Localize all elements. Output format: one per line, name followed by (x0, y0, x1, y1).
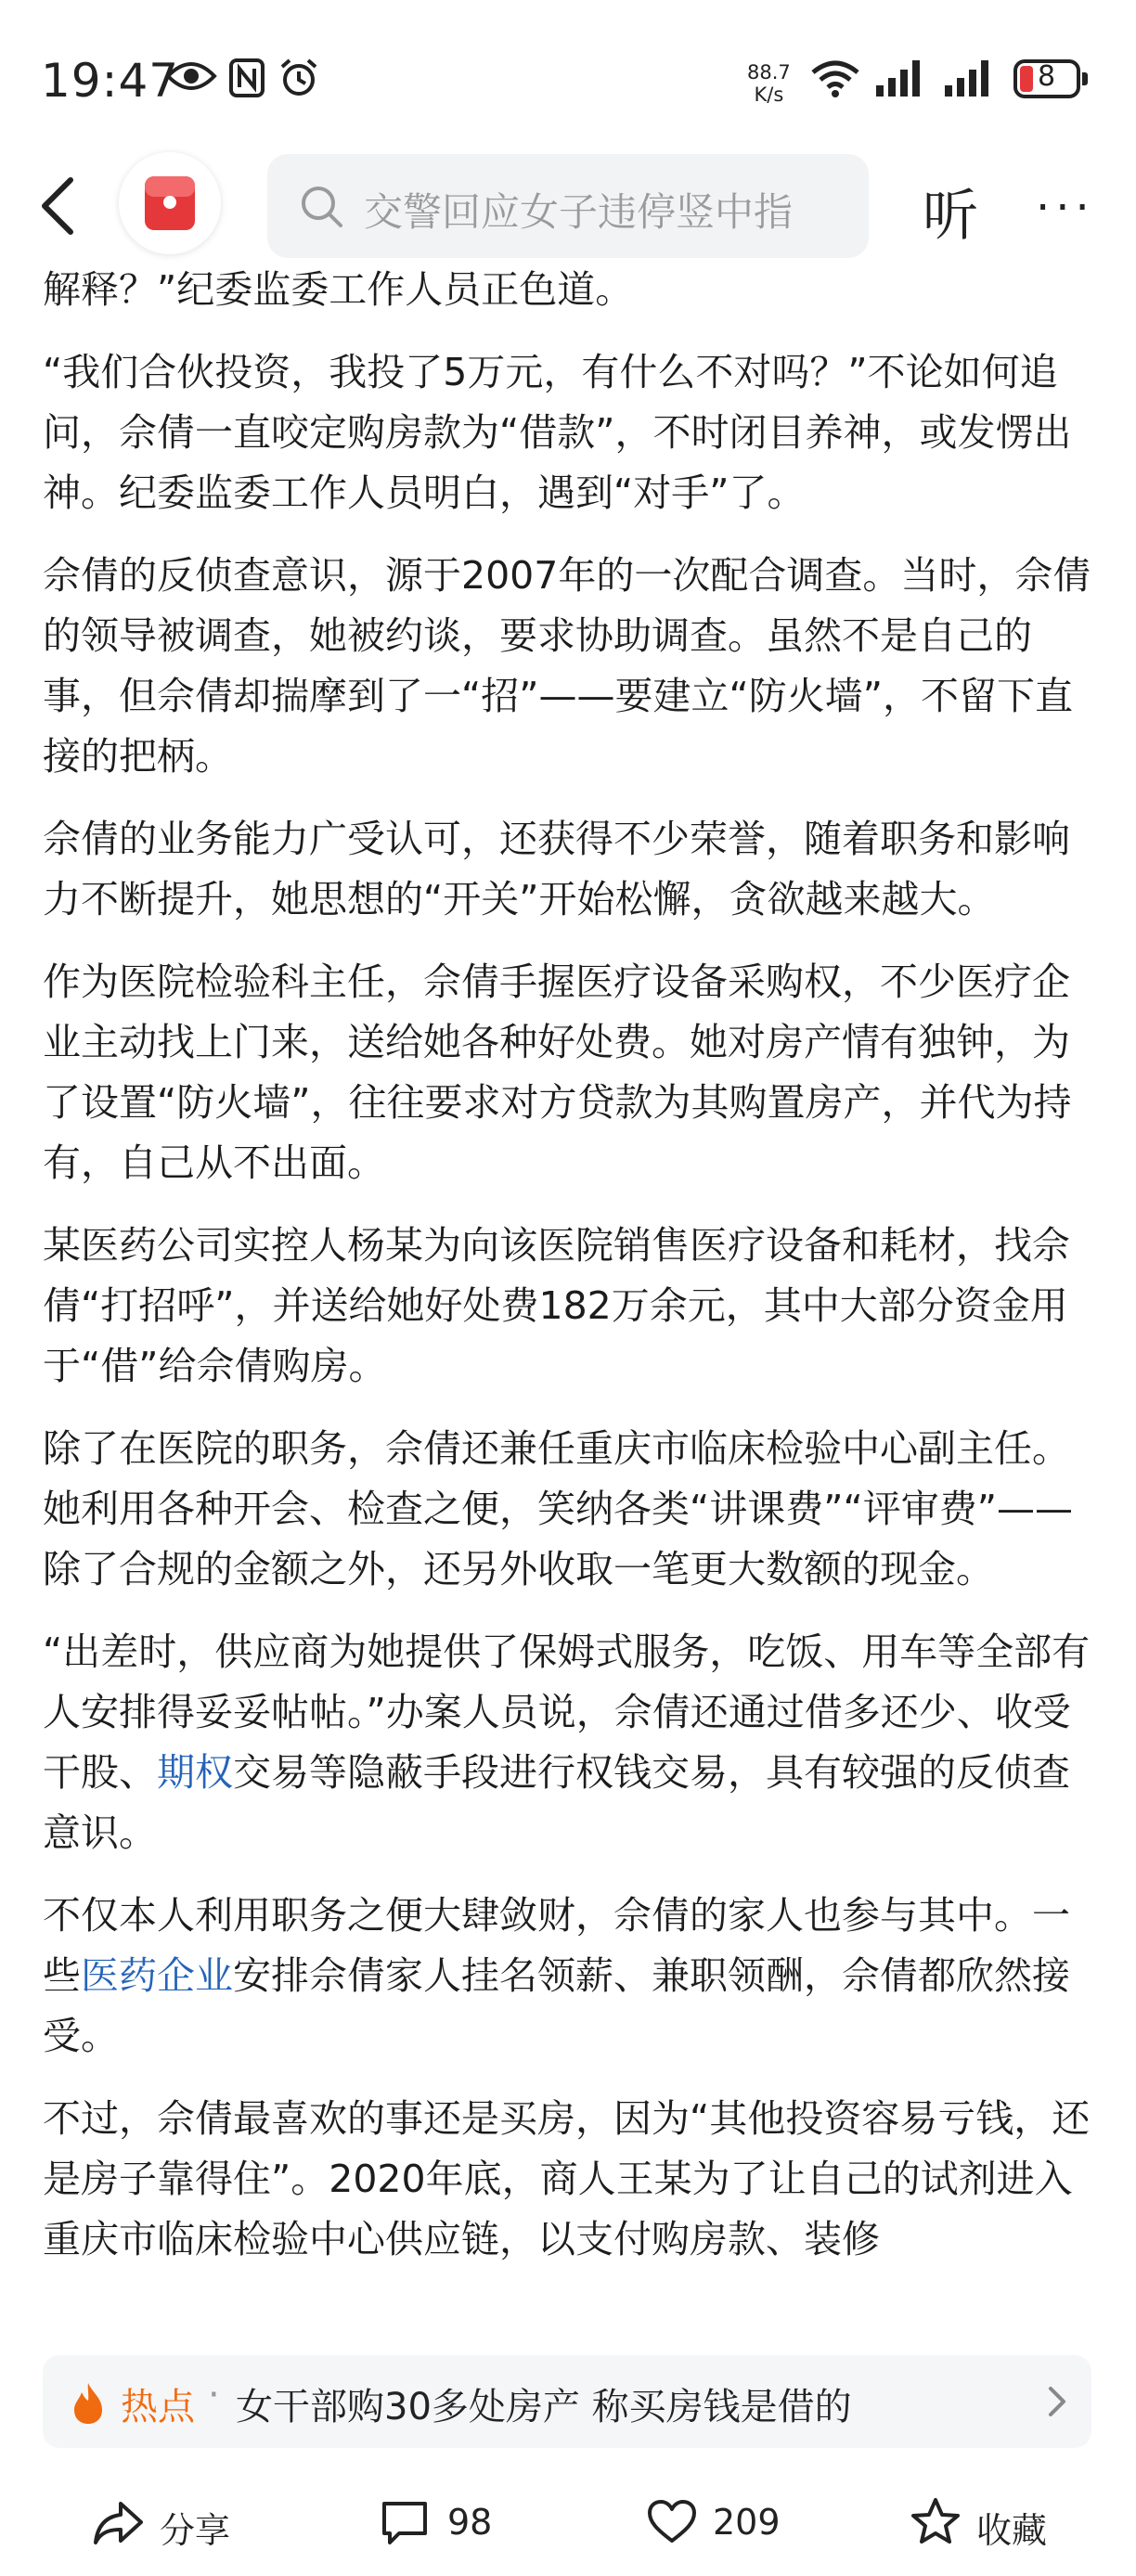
back-arrow-icon[interactable] (37, 176, 78, 236)
signal-icon (943, 58, 995, 98)
keyword-link-options[interactable]: 期权 (157, 1750, 233, 1795)
article-paragraph (43, 1622, 1101, 1863)
share-icon (93, 2496, 145, 2548)
signal-icon (874, 58, 926, 98)
bottom-toolbar (0, 2468, 1136, 2570)
article-paragraph: “我们合伙投资，我投了5万元，有什么不对吗？”不论如何追问，佘倩一直咬定购房款为“借款”，不时闭目养神，或发愣出神。纪委监委工作人员明白，遇到“对手”了。 (43, 350, 1072, 515)
search-placeholder: 交警回应女子违停竖中指 (364, 189, 794, 235)
search-input[interactable] (267, 154, 869, 258)
star-icon (910, 2496, 962, 2548)
article-paragraph: 不过，佘倩最喜欢的事还是买房，因为“其他投资容易亏钱，还是房子靠得住”。2020年底，商人王某为了让自己的试剂进入重庆市临床检验中心供应链，以支付购房款、装修 (43, 2096, 1091, 2261)
like-button[interactable] (646, 2496, 794, 2552)
keyword-link-pharma[interactable]: 医药企业 (81, 1953, 233, 1998)
like-count: 209 (713, 2502, 781, 2543)
paragraph-text: 安排佘倩家人挂名领薪、兼职领酬，佘倩都欣然接受。 (43, 1953, 1070, 2058)
paragraph-text: “出差时，供应商为她提供了保姆式服务，吃饭、用车等全部有人安排得妥妥帖帖。”办案人员说，佘倩还通过借多还少、收受干股、 (43, 1629, 1091, 1795)
article-paragraph: 佘倩的业务能力广受认可，还获得不少荣誉，随着职务和影响力不断提升，她思想的“开关”开始松懈，贪欲越来越大。 (43, 817, 1070, 921)
app-logo[interactable] (119, 152, 221, 254)
article-paragraph: 某医药公司实控人杨某为向该医院销售医疗设备和耗材，找佘倩“打招呼”，并送给她好处费182万余元，其中大部分资金用于“借”给佘倩购房。 (43, 1223, 1070, 1388)
comment-count: 98 (447, 2502, 493, 2543)
hot-topic-bar[interactable] (43, 2355, 1091, 2448)
paragraph-text: 交易等隐蔽手段进行权钱交易，具有较强的反侦查意识。 (43, 1750, 1070, 1855)
alarm-icon (278, 58, 319, 98)
search-icon (299, 184, 345, 230)
comment-icon (379, 2496, 431, 2548)
hot-topic-text: 女干部购30多处房产 称买房钱是借的 (236, 2386, 852, 2428)
comment-button[interactable] (379, 2496, 509, 2552)
status-bar (0, 0, 1136, 158)
flame-icon (69, 2381, 108, 2426)
listen-button[interactable]: 听 (923, 184, 978, 249)
status-time: 19:47 (41, 54, 180, 108)
net-speed-value: 88.7 (747, 61, 791, 84)
paragraph-text: 不仅本人利用职务之便大肆敛财，佘倩的家人也参与其中。一些 (43, 1893, 1070, 1998)
article-paragraph: 除了在医院的职务，佘倩还兼任重庆市临床检验中心副主任。她利用各种开会、检查之便，笑纳各类“讲课费”“评审费”——除了合规的金额之外，还另外收取一笔更大数额的现金。 (43, 1426, 1073, 1591)
hot-label: 热点 (121, 2386, 195, 2428)
article-body (43, 260, 1101, 2292)
chevron-right-icon (1043, 2383, 1071, 2420)
article-paragraph (43, 1886, 1101, 2067)
share-label: 分享 (160, 2510, 231, 2551)
app-logo-icon (119, 152, 221, 254)
more-button[interactable]: ··· (1036, 182, 1095, 234)
heart-icon (646, 2496, 698, 2548)
share-button[interactable] (93, 2496, 241, 2552)
eye-icon (165, 58, 217, 95)
favorite-button[interactable] (910, 2496, 1058, 2552)
wifi-icon (809, 58, 861, 98)
hot-separator: · (208, 2374, 220, 2416)
net-speed (747, 61, 791, 106)
article-paragraph: 佘倩的反侦查意识，源于2007年的一次配合调查。当时，佘倩的领导被调查，她被约谈，要求协助调查。虽然不是自己的事，但佘倩却揣摩到了一“招”——要建立“防火墙”，不留下直接的把柄。 (43, 553, 1091, 779)
article-paragraph: 解释？”纪委监委工作人员正色道。 (43, 267, 634, 312)
battery-level: 8 (1038, 60, 1056, 93)
article-paragraph: 作为医院检验科主任，佘倩手握医疗设备采购权，不少医疗企业主动找上门来，送给她各种好处费。她对房产情有独钟，为了设置“防火墙”，往往要求对方贷款为其购置房产，并代为持有，自己从不出面。 (43, 960, 1072, 1185)
favorite-label: 收藏 (976, 2510, 1048, 2551)
battery-icon (1013, 59, 1080, 98)
nfc-icon (228, 58, 265, 98)
net-speed-unit: K/s (754, 84, 784, 106)
